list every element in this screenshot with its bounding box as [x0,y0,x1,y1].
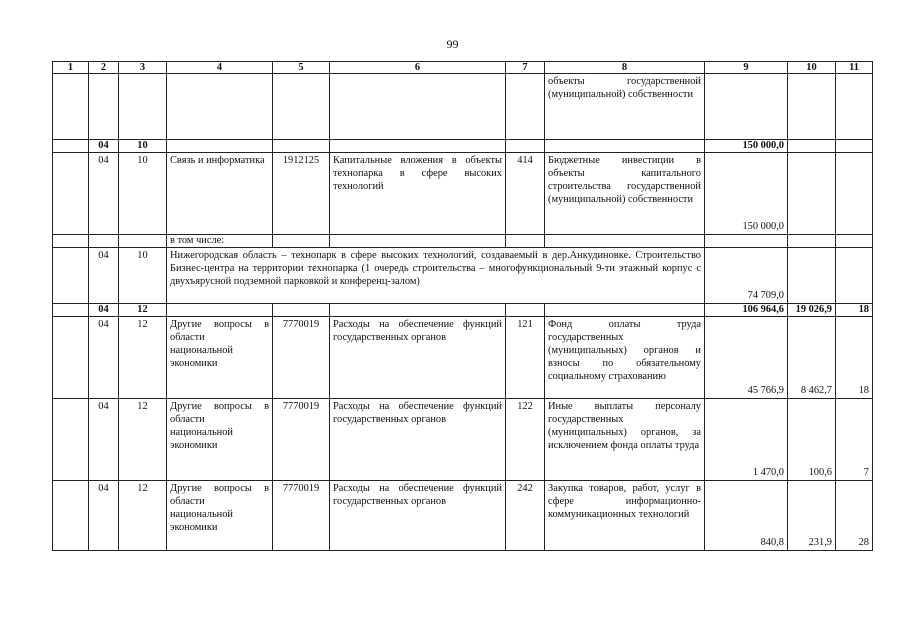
target-name-cell: Расходы на обеспечение функций государственных органов [330,399,506,481]
section-code-cell: 04 [89,140,119,153]
expense-code-cell: 242 [506,481,545,551]
table-row [53,74,873,140]
subsection-code-cell: 10 [119,248,167,304]
section-name-cell: Связь и информатика [167,153,273,235]
expense-code-cell: 122 [506,399,545,481]
amount-cell: 100,6 [788,399,836,481]
table-row [53,317,873,399]
amount-cell: 150 000,0 [705,140,788,153]
label-row [53,235,873,248]
column-header: 6 [330,62,506,74]
amount-cell: 231,9 [788,481,836,551]
section-code-cell: 04 [89,481,119,551]
expense-code-cell: 121 [506,317,545,399]
table-row [53,481,873,551]
subtotal-row [53,304,873,317]
section-code-cell: 04 [89,399,119,481]
header-row [53,62,873,74]
column-header: 9 [705,62,788,74]
subsection-code-cell: 12 [119,481,167,551]
section-name-cell: Другие вопросы в области национальной экономики [167,481,273,551]
table-row [53,399,873,481]
column-header: 4 [167,62,273,74]
table-row [53,248,873,304]
section-name-cell: Другие вопросы в области национальной экономики [167,399,273,481]
expense-type-cell: Бюджетные инвестиции в объекты капитального строительства государственной (муниципальной) собственности [545,153,705,235]
object-description-cell: Нижегородская область – технопарк в сфере высоких технологий, создаваемый в дер.Анкудиновке. Строительство Бизнес-центра на территории технопарка (1 очередь строительства – многофункциональный 9-ти этажный корпус с двухъярусной подземной парковкой и конференц-залом) [167,248,705,304]
expense-type-cell: Закупка товаров, работ, услуг в сфере информационно-коммуникационных технологий [545,481,705,551]
target-name-cell: Расходы на обеспечение функций государственных органов [330,317,506,399]
section-name-cell: Другие вопросы в области национальной экономики [167,317,273,399]
expense-type-cell: Фонд оплаты труда государственных (муниципальных) органов и взносы по обязательному социальному страхованию [545,317,705,399]
page-number: 99 [446,37,459,51]
target-code-cell: 7770019 [273,317,330,399]
column-header: 8 [545,62,705,74]
amount-cell: 74 709,0 [705,248,788,304]
target-code-cell: 7770019 [273,399,330,481]
percent-cell: 28 [836,481,873,551]
percent-cell: 7 [836,399,873,481]
column-header: 7 [506,62,545,74]
table-row [53,153,873,235]
amount-cell: 106 964,6 [705,304,788,317]
amount-cell: 19 026,9 [788,304,836,317]
budget-table [52,61,873,551]
section-code-cell: 04 [89,304,119,317]
subsection-code-cell: 10 [119,153,167,235]
target-name-cell: Капитальные вложения в объекты технопарка в сфере высоких технологий [330,153,506,235]
amount-cell: 150 000,0 [705,153,788,235]
column-header: 10 [788,62,836,74]
amount-cell: 45 766,9 [705,317,788,399]
column-header: 2 [89,62,119,74]
section-code-cell: 04 [89,248,119,304]
amount-cell: 840,8 [705,481,788,551]
subsection-code-cell: 12 [119,399,167,481]
target-code-cell: 7770019 [273,481,330,551]
subsection-code-cell: 12 [119,304,167,317]
expense-type-cell: Иные выплаты персоналу государственных (муниципальных) органов, за исключением фонда оплаты труда [545,399,705,481]
column-header: 3 [119,62,167,74]
amount-cell: 8 462,7 [788,317,836,399]
percent-cell: 18 [836,304,873,317]
column-header: 5 [273,62,330,74]
section-code-cell: 04 [89,153,119,235]
column-header: 11 [836,62,873,74]
expense-code-cell: 414 [506,153,545,235]
amount-cell: 1 470,0 [705,399,788,481]
target-name-cell: Расходы на обеспечение функций государственных органов [330,481,506,551]
expense-type-cell: объекты государственной (муниципальной) собственности [545,74,705,140]
column-header: 1 [53,62,89,74]
subsection-code-cell: 10 [119,140,167,153]
label-cell: в том числе: [167,235,273,248]
section-code-cell: 04 [89,317,119,399]
target-code-cell: 1912125 [273,153,330,235]
subsection-code-cell: 12 [119,317,167,399]
percent-cell: 18 [836,317,873,399]
subtotal-row [53,140,873,153]
